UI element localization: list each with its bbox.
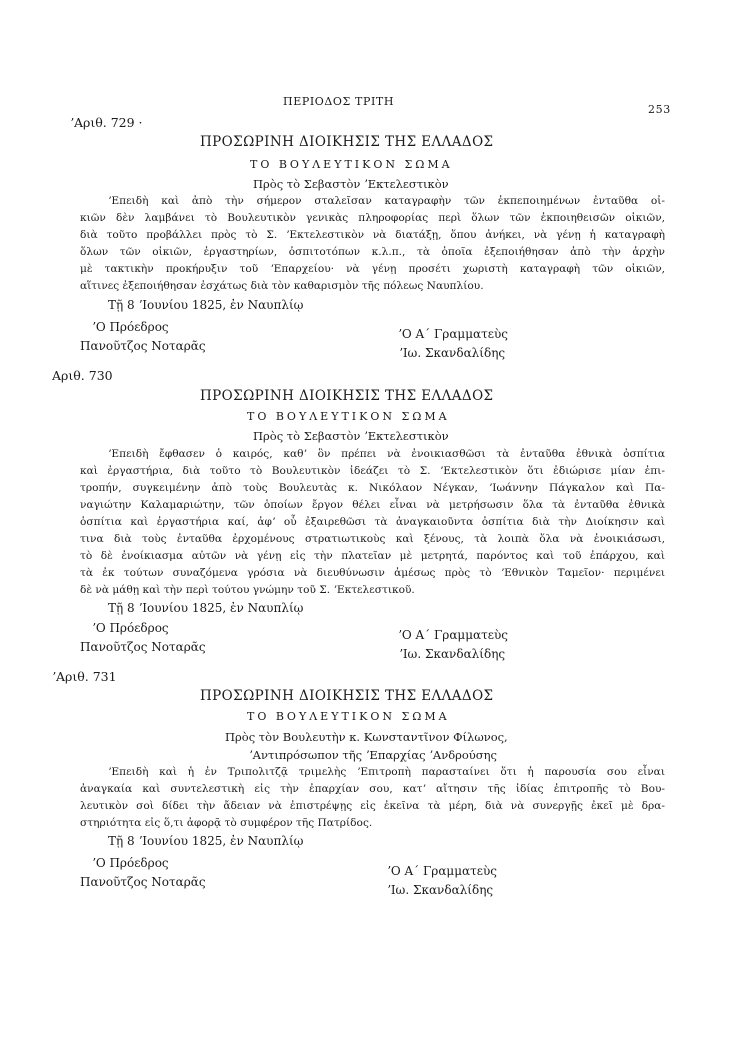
secretary-name: ʼΙω. Σκανδαλίδης: [399, 647, 506, 661]
text-line: δὲ νὰ μάθῃ καὶ τὴν περὶ τούτου γνώμην τοῦ Σ. ʼΕκτελεστικοῦ.: [80, 584, 415, 596]
president-title: ʼΟ Πρόεδρος: [92, 856, 169, 870]
doc-text: [80, 446, 665, 599]
doc-authority: ΠΡΟΣΩΡΙΝΗ ΔΙΟΙΚΗΣΙΣ ΤΗΣ ΕΛΛΑΔΟΣ: [200, 388, 494, 404]
president-title: ʼΟ Πρόεδρος: [92, 621, 169, 635]
doc-addressee: Πρὸς τὸ Σεβαστὸν ʼΕκτελεστικὸν: [253, 177, 449, 191]
doc-authority: ΠΡΟΣΩΡΙΝΗ ΔΙΟΙΚΗΣΙΣ ΤΗΣ ΕΛΛΑΔΟΣ: [200, 688, 494, 704]
secretary-title: ʼΟ Α΄ Γραμματεὺς: [398, 327, 509, 341]
doc-date: Τῇ 8 ʼΙουνίου 1825, ἐν Ναυπλίῳ: [108, 601, 304, 615]
president-name: Πανοῦτζος Νοταρᾶς: [80, 875, 206, 889]
text-line: κιῶν δὲν λαμβάνει τὸ Βουλευτικὸν γενικὰς πληροφορίας περὶ ὅλων τῶν ἐκποιηθεισῶν οἰκιῶν,: [80, 212, 665, 224]
text-line: καὶ ἐργαστήρια, διὰ τοῦτο τὸ Βουλευτικὸν ἰδεάζει τὸ Σ. ʼΕκτελεστικὸν ὅτι ἐδιώρισε μίαν ἐπι-: [80, 465, 665, 477]
text-line: λευτικὸν σοὶ δίδει τὴν ἄδειαν νὰ ἐπιστρέψῃς εἰς ἐκεῖνα τὰ μέρη, διὰ νὰ συνεργῇς ἐκεῖ μὲ δρα-: [80, 800, 665, 812]
doc-addressee: ʼΑντιπρόσωπον τῆς ʼΕπαρχίας ʼΑνδρούσης: [249, 748, 497, 762]
text-line: στηριότητα εἰς ὅ,τι ἀφορᾷ τὸ συμφέρον τῆς Πατρίδος.: [80, 817, 373, 829]
text-line: διὰ τοῦτο προβάλλει πρὸς τὸ Σ. ʼΕκτελεστικὸν νὰ διατάξῃ, ὅπου ἀνήκει, νὰ γένῃ ἡ καταγραφὴ: [80, 229, 665, 241]
text-line: τινα διὰ τοὺς ἐνταῦθα ἐρχομένους στρατιωτικοὺς καὶ ξένους, τὰ λοιπὰ ὅλα νὰ ἐνοικιάσωσι,: [80, 533, 665, 545]
page-number: 253: [648, 103, 671, 116]
text-line: ἀναγκαία καὶ συντελεστικὴ εἰς τὴν ἐπαρχίαν σου, κατʼ αἴτησιν τῆς ἰδίας ἐπιτροπῆς τὸ Βου-: [80, 783, 665, 795]
doc-date: Τῇ 8 ʼΙουνίου 1825, ἐν Ναυπλίῳ: [108, 298, 304, 312]
text-line: ʼΕπειδὴ ἔφθασεν ὁ καιρός, καθʼ ὃν πρέπει νὰ ἐνοικιασθῶσι τὰ ἐνταῦθα ἐθνικὰ ὀσπίτια: [108, 448, 665, 460]
doc-addressee: Πρὸς τὸ Σεβαστὸν ʼΕκτελεστικὸν: [253, 429, 449, 443]
doc-authority: ΠΡΟΣΩΡΙΝΗ ΔΙΟΙΚΗΣΙΣ ΤΗΣ ΕΛΛΑΔΟΣ: [200, 134, 494, 150]
text-line: τὰ ἐκ τούτων συναζόμενα γρόσια νὰ διευθύνωσιν ἀμέσως πρὸς τὸ ʼΕθνικὸν Ταμεῖον· περιμένει: [80, 567, 665, 579]
doc-text: [80, 764, 665, 832]
text-line: μὲ τακτικὴν προκήρυξιν τοῦ ʼΕπαρχείου· νὰ γένῃ προσέτι χωριστὴ καταγραφὴ τῶν οἰκιῶν,: [80, 263, 665, 275]
doc-number: ʼΑριθ. 731: [52, 669, 117, 684]
doc-body: ΤΟ ΒΟΥΛΕΥΤΙΚΟΝ ΣΩΜΑ: [250, 158, 453, 171]
president-name: Πανοῦτζος Νοταρᾶς: [80, 640, 206, 654]
secretary-title: ʼΟ Α΄ Γραμματεὺς: [387, 864, 498, 878]
text-line: αἵτινες ἐξεποιήθησαν ἐσχάτως διὰ τὸν καθαρισμὸν τῆς πόλεως Ναυπλίου.: [80, 280, 484, 292]
text-line: τὸ δὲ ἐνοίκιασμα αὐτῶν νὰ γένῃ εἰς τὴν πλατεῖαν μὲ μετρητά, παρόντος καὶ τοῦ ἐπάρχου, καὶ: [80, 550, 665, 562]
president-name: Πανοῦτζος Νοταρᾶς: [80, 339, 206, 353]
secretary-title: ʼΟ Α΄ Γραμματεὺς: [398, 628, 509, 642]
secretary-name: ʼΙω. Σκανδαλίδης: [387, 883, 494, 897]
text-line: ναγιώτην Καλαμαριώτην, τῶν ὁποίων ἔργον θέλει εἶναι νὰ μετρήσωσιν ὅλα τὰ ἐνταῦθα ἐθνικὰ: [80, 499, 665, 511]
president-title: ʼΟ Πρόεδρος: [92, 320, 169, 334]
doc-date: Τῇ 8 ʼΙουνίου 1825, ἐν Ναυπλίῳ: [108, 834, 304, 848]
doc-body: ΤΟ ΒΟΥΛΕΥΤΙΚΟΝ ΣΩΜΑ: [247, 410, 450, 423]
secretary-name: ʼΙω. Σκανδαλίδης: [399, 346, 506, 360]
doc-addressee: Πρὸς τὸν Βουλευτὴν κ. Κωνσταντῖνον Φίλωνος,: [225, 730, 508, 744]
text-line: ὀσπίτια καὶ ἐργαστήρια καί, ἀφʼ οὗ ἐξαιρεθῶσι τὰ ἀναγκαιοῦντα ὀσπίτια διὰ τὴν Διοίκησιν καὶ: [80, 516, 665, 528]
doc-number: ʼΑριθ. 729 ·: [70, 115, 143, 130]
text-line: ὅλων τῶν οἰκιῶν, ἐργαστηρίων, ὀσπιτοτόπων κ.λ.π., τὰ ὁποῖα ἐξεποιήθησαν ἀπὸ τὴν ἀρχὴν: [80, 246, 665, 258]
text-line: ʼΕπειδὴ καὶ ἡ ἐν Τριπολιτζᾷ τριμελὴς ʼΕπιτροπὴ παρασταίνει ὅτι ἡ παρουσία σου εἶναι: [108, 766, 665, 778]
doc-number: Αριθ. 730: [52, 368, 113, 383]
running-header: ΠΕΡΙΟΔΟΣ ΤΡΙΤΗ: [283, 95, 395, 108]
text-line: τροπήν, συγκειμένην ἀπὸ τοὺς Βουλευτὰς κ. Νικόλαον Νέγκαν, ʼΙωάννην Πάγκαλον καὶ Πα-: [80, 482, 665, 494]
doc-text: [80, 193, 665, 295]
text-line: ʼΕπειδὴ καὶ ἀπὸ τὴν σήμερον σταλεῖσαν καταγραφὴν τῶν ἐκπεποιημένων ἐνταῦθα οἰ-: [108, 195, 665, 207]
doc-body: ΤΟ ΒΟΥΛΕΥΤΙΚΟΝ ΣΩΜΑ: [247, 710, 450, 723]
